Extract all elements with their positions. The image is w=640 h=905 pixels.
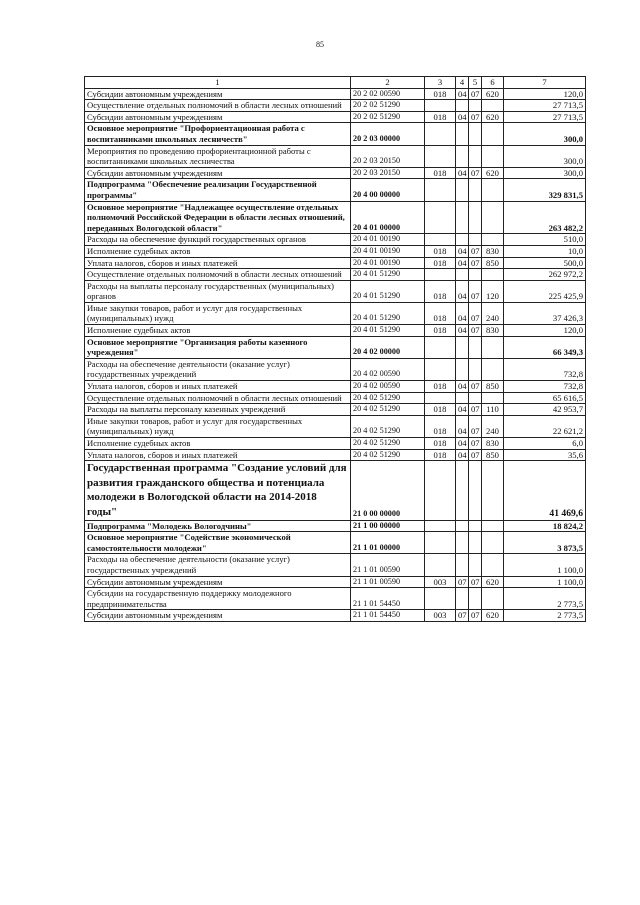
table-row <box>85 145 586 167</box>
row-name: Расходы на выплаты персоналу казенных учреждений <box>85 404 351 416</box>
header-col-6: 6 <box>482 77 504 89</box>
table-row <box>85 269 586 281</box>
row-amount: 2 773,5 <box>504 588 586 610</box>
row-subsection <box>469 520 482 532</box>
row-ministry <box>425 145 456 167</box>
row-ministry <box>425 532 456 554</box>
row-name: Уплата налогов, сборов и иных платежей <box>85 257 351 269</box>
row-name: Субсидии на государственную поддержку молодежного предпринимательства <box>85 588 351 610</box>
row-ministry: 018 <box>425 415 456 437</box>
row-amount: 262 972,2 <box>504 269 586 281</box>
row-amount: 10,0 <box>504 245 586 257</box>
row-name: Субсидии автономным учреждениям <box>85 610 351 622</box>
table-row <box>85 576 586 588</box>
table-row <box>85 123 586 145</box>
row-ministry <box>425 269 456 281</box>
row-name: Иные закупки товаров, работ и услуг для государственных (муниципальных) нужд <box>85 302 351 324</box>
row-name: Расходы на обеспечение деятельности (оказание услуг) государственных учреждений <box>85 358 351 380</box>
table-row <box>85 415 586 437</box>
row-name: Иные закупки товаров, работ и услуг для государственных (муниципальных) нужд <box>85 415 351 437</box>
row-expense-type: 830 <box>482 325 504 337</box>
row-section <box>456 532 469 554</box>
row-name: Подпрограмма "Молодежь Вологодчины" <box>85 520 351 532</box>
row-subsection <box>469 100 482 112</box>
row-amount: 37 426,3 <box>504 302 586 324</box>
row-amount: 1 100,0 <box>504 576 586 588</box>
row-subsection: 07 <box>469 438 482 450</box>
table-row <box>85 392 586 404</box>
row-subsection: 07 <box>469 257 482 269</box>
row-subsection <box>469 234 482 246</box>
row-section <box>456 269 469 281</box>
row-ministry <box>425 588 456 610</box>
header-col-4: 4 <box>456 77 469 89</box>
row-code: 20 4 01 51290 <box>351 280 425 302</box>
row-expense-type <box>482 100 504 112</box>
row-amount: 2 773,5 <box>504 610 586 622</box>
row-subsection: 07 <box>469 245 482 257</box>
row-subsection: 07 <box>469 381 482 393</box>
table-row <box>85 532 586 554</box>
row-code: 20 2 03 20150 <box>351 167 425 179</box>
row-name: Государственная программа "Создание условий для развития гражданского общества и потенциала молодежи в Вологодской области на 2014-2018 годы" <box>85 461 351 520</box>
row-code: 20 2 02 51290 <box>351 100 425 112</box>
row-code: 20 4 01 51290 <box>351 325 425 337</box>
row-amount: 300,0 <box>504 123 586 145</box>
row-code: 20 4 01 00000 <box>351 201 425 234</box>
row-subsection <box>469 123 482 145</box>
row-ministry: 018 <box>425 257 456 269</box>
row-ministry: 003 <box>425 576 456 588</box>
row-expense-type: 830 <box>482 245 504 257</box>
row-section <box>456 588 469 610</box>
table-row <box>85 336 586 358</box>
row-amount: 35,6 <box>504 449 586 461</box>
row-expense-type <box>482 179 504 201</box>
row-amount: 120,0 <box>504 88 586 100</box>
row-ministry: 018 <box>425 404 456 416</box>
row-amount: 120,0 <box>504 325 586 337</box>
row-name: Основное мероприятие "Надлежащее осуществление отдельных полномочий Российской Федерации в области лесных отношений, переданных Вологодской области" <box>85 201 351 234</box>
row-expense-type <box>482 336 504 358</box>
row-ministry <box>425 358 456 380</box>
row-ministry: 018 <box>425 167 456 179</box>
row-expense-type: 620 <box>482 576 504 588</box>
row-name: Уплата налогов, сборов и иных платежей <box>85 381 351 393</box>
table-body <box>85 88 586 621</box>
row-amount: 66 349,3 <box>504 336 586 358</box>
row-expense-type: 830 <box>482 438 504 450</box>
header-row <box>85 77 586 89</box>
row-section: 04 <box>456 257 469 269</box>
row-section: 07 <box>456 610 469 622</box>
budget-table <box>84 76 586 622</box>
row-name: Подпрограмма "Обеспечение реализации Государственной программы" <box>85 179 351 201</box>
row-code: 21 0 00 00000 <box>351 461 425 520</box>
row-code: 21 1 01 54450 <box>351 610 425 622</box>
table-row <box>85 257 586 269</box>
row-section: 04 <box>456 167 469 179</box>
row-section: 04 <box>456 449 469 461</box>
header-col-2: 2 <box>351 77 425 89</box>
table-row <box>85 201 586 234</box>
row-subsection: 07 <box>469 576 482 588</box>
row-code: 20 4 01 00190 <box>351 257 425 269</box>
row-code: 20 4 02 51290 <box>351 438 425 450</box>
row-code: 21 1 01 00590 <box>351 576 425 588</box>
row-subsection: 07 <box>469 167 482 179</box>
row-code: 20 2 02 00590 <box>351 88 425 100</box>
table-row <box>85 245 586 257</box>
row-amount: 732,8 <box>504 381 586 393</box>
row-amount: 3 873,5 <box>504 532 586 554</box>
row-section: 04 <box>456 245 469 257</box>
table-row <box>85 111 586 123</box>
row-subsection <box>469 336 482 358</box>
row-amount: 510,0 <box>504 234 586 246</box>
table-row <box>85 100 586 112</box>
row-expense-type <box>482 554 504 576</box>
table-row <box>85 520 586 532</box>
row-expense-type <box>482 201 504 234</box>
row-subsection <box>469 201 482 234</box>
table-row <box>85 449 586 461</box>
table-row <box>85 358 586 380</box>
row-section: 04 <box>456 438 469 450</box>
row-amount: 1 100,0 <box>504 554 586 576</box>
row-expense-type: 240 <box>482 302 504 324</box>
row-subsection <box>469 179 482 201</box>
row-expense-type <box>482 145 504 167</box>
row-code: 20 2 03 00000 <box>351 123 425 145</box>
row-section <box>456 554 469 576</box>
row-code: 20 4 02 51290 <box>351 404 425 416</box>
row-section <box>456 145 469 167</box>
header-col-3: 3 <box>425 77 456 89</box>
row-name: Основное мероприятие "Профориентационная работа с воспитанниками школьных лесничеств" <box>85 123 351 145</box>
row-code: 21 1 01 00590 <box>351 554 425 576</box>
row-ministry: 003 <box>425 610 456 622</box>
row-subsection: 07 <box>469 404 482 416</box>
table-row <box>85 610 586 622</box>
row-section: 04 <box>456 88 469 100</box>
row-section: 04 <box>456 404 469 416</box>
row-expense-type <box>482 358 504 380</box>
row-amount: 41 469,6 <box>504 461 586 520</box>
row-section: 04 <box>456 325 469 337</box>
table-row <box>85 234 586 246</box>
row-expense-type: 850 <box>482 449 504 461</box>
row-amount: 6,0 <box>504 438 586 450</box>
row-expense-type <box>482 532 504 554</box>
row-code: 20 4 02 51290 <box>351 449 425 461</box>
row-code: 20 4 02 00590 <box>351 358 425 380</box>
row-expense-type: 620 <box>482 167 504 179</box>
row-code: 21 1 00 00000 <box>351 520 425 532</box>
row-ministry <box>425 234 456 246</box>
row-expense-type: 240 <box>482 415 504 437</box>
row-name: Расходы на обеспечение деятельности (оказание услуг) государственных учреждений <box>85 554 351 576</box>
row-section <box>456 123 469 145</box>
row-code: 21 1 01 00000 <box>351 532 425 554</box>
row-code: 20 4 02 51290 <box>351 392 425 404</box>
row-section <box>456 392 469 404</box>
row-name: Осуществление отдельных полномочий в области лесных отношений <box>85 392 351 404</box>
row-name: Уплата налогов, сборов и иных платежей <box>85 449 351 461</box>
row-subsection: 07 <box>469 610 482 622</box>
row-name: Основное мероприятие "Организация работы казенного учреждения" <box>85 336 351 358</box>
table-row <box>85 554 586 576</box>
row-name: Субсидии автономным учреждениям <box>85 576 351 588</box>
row-subsection <box>469 554 482 576</box>
row-expense-type <box>482 392 504 404</box>
row-subsection: 07 <box>469 88 482 100</box>
table-row <box>85 280 586 302</box>
row-ministry: 018 <box>425 449 456 461</box>
row-ministry <box>425 461 456 520</box>
row-code: 20 2 03 20150 <box>351 145 425 167</box>
row-ministry: 018 <box>425 438 456 450</box>
row-name: Исполнение судебных актов <box>85 245 351 257</box>
row-ministry <box>425 179 456 201</box>
row-ministry <box>425 554 456 576</box>
row-ministry: 018 <box>425 280 456 302</box>
row-code: 20 4 01 00190 <box>351 234 425 246</box>
row-subsection <box>469 532 482 554</box>
row-ministry: 018 <box>425 325 456 337</box>
row-name: Расходы на выплаты персоналу государственных (муниципальных) органов <box>85 280 351 302</box>
row-expense-type: 620 <box>482 610 504 622</box>
row-ministry <box>425 100 456 112</box>
table-row <box>85 302 586 324</box>
table-row <box>85 404 586 416</box>
row-ministry: 018 <box>425 111 456 123</box>
row-section: 04 <box>456 415 469 437</box>
row-ministry <box>425 520 456 532</box>
row-name: Мероприятия по проведению профориентационной работы с воспитанниками школьных лесничества <box>85 145 351 167</box>
row-code: 20 4 02 51290 <box>351 415 425 437</box>
row-subsection: 07 <box>469 111 482 123</box>
row-code: 20 4 00 00000 <box>351 179 425 201</box>
header-col-1: 1 <box>85 77 351 89</box>
row-subsection <box>469 461 482 520</box>
row-expense-type <box>482 520 504 532</box>
row-expense-type <box>482 588 504 610</box>
row-ministry <box>425 123 456 145</box>
row-expense-type <box>482 461 504 520</box>
table-row <box>85 438 586 450</box>
row-subsection <box>469 588 482 610</box>
row-section: 07 <box>456 576 469 588</box>
row-name: Субсидии автономным учреждениям <box>85 88 351 100</box>
row-expense-type: 110 <box>482 404 504 416</box>
row-subsection: 07 <box>469 302 482 324</box>
row-amount: 42 953,7 <box>504 404 586 416</box>
row-expense-type: 850 <box>482 257 504 269</box>
row-amount: 263 482,2 <box>504 201 586 234</box>
table-row <box>85 179 586 201</box>
header-col-7: 7 <box>504 77 586 89</box>
row-code: 20 4 01 51290 <box>351 302 425 324</box>
row-section <box>456 234 469 246</box>
row-expense-type: 620 <box>482 88 504 100</box>
row-name: Осуществление отдельных полномочий в области лесных отношений <box>85 100 351 112</box>
row-name: Субсидии автономным учреждениям <box>85 111 351 123</box>
row-amount: 300,0 <box>504 167 586 179</box>
row-section <box>456 201 469 234</box>
row-code: 20 2 02 51290 <box>351 111 425 123</box>
row-section: 04 <box>456 302 469 324</box>
row-amount: 27 713,5 <box>504 100 586 112</box>
row-expense-type <box>482 234 504 246</box>
row-section <box>456 461 469 520</box>
table-row <box>85 88 586 100</box>
row-section <box>456 520 469 532</box>
row-subsection <box>469 358 482 380</box>
row-code: 20 4 01 00190 <box>351 245 425 257</box>
row-name: Исполнение судебных актов <box>85 438 351 450</box>
row-code: 21 1 01 54450 <box>351 588 425 610</box>
row-section: 04 <box>456 381 469 393</box>
row-ministry: 018 <box>425 302 456 324</box>
row-expense-type: 850 <box>482 381 504 393</box>
row-amount: 732,8 <box>504 358 586 380</box>
row-section <box>456 336 469 358</box>
row-amount: 500,0 <box>504 257 586 269</box>
header-col-5: 5 <box>469 77 482 89</box>
row-code: 20 4 02 00000 <box>351 336 425 358</box>
row-ministry <box>425 336 456 358</box>
table-row <box>85 381 586 393</box>
row-name: Основное мероприятие "Содействие экономической самостоятельности молодежи" <box>85 532 351 554</box>
page-number: 85 <box>316 40 324 49</box>
table-row <box>85 325 586 337</box>
row-amount: 300,0 <box>504 145 586 167</box>
row-amount: 225 425,9 <box>504 280 586 302</box>
row-amount: 329 831,5 <box>504 179 586 201</box>
row-subsection: 07 <box>469 415 482 437</box>
row-name: Осуществление отдельных полномочий в области лесных отношений <box>85 269 351 281</box>
row-amount: 27 713,5 <box>504 111 586 123</box>
row-subsection <box>469 145 482 167</box>
row-ministry <box>425 392 456 404</box>
row-amount: 22 621,2 <box>504 415 586 437</box>
row-section: 04 <box>456 111 469 123</box>
row-section <box>456 179 469 201</box>
row-code: 20 4 02 00590 <box>351 381 425 393</box>
row-subsection <box>469 392 482 404</box>
row-subsection: 07 <box>469 449 482 461</box>
row-subsection <box>469 269 482 281</box>
row-subsection: 07 <box>469 325 482 337</box>
row-expense-type: 120 <box>482 280 504 302</box>
row-section: 04 <box>456 280 469 302</box>
row-subsection: 07 <box>469 280 482 302</box>
row-ministry <box>425 201 456 234</box>
row-expense-type <box>482 123 504 145</box>
row-expense-type: 620 <box>482 111 504 123</box>
row-section <box>456 358 469 380</box>
row-amount: 18 824,2 <box>504 520 586 532</box>
row-ministry: 018 <box>425 88 456 100</box>
row-amount: 65 616,5 <box>504 392 586 404</box>
row-name: Исполнение судебных актов <box>85 325 351 337</box>
table-row <box>85 167 586 179</box>
row-section <box>456 100 469 112</box>
row-code: 20 4 01 51290 <box>351 269 425 281</box>
table-row <box>85 588 586 610</box>
row-ministry: 018 <box>425 381 456 393</box>
row-ministry: 018 <box>425 245 456 257</box>
row-name: Субсидии автономным учреждениям <box>85 167 351 179</box>
row-expense-type <box>482 269 504 281</box>
row-name: Расходы на обеспечение функций государственных органов <box>85 234 351 246</box>
table-row <box>85 461 586 520</box>
